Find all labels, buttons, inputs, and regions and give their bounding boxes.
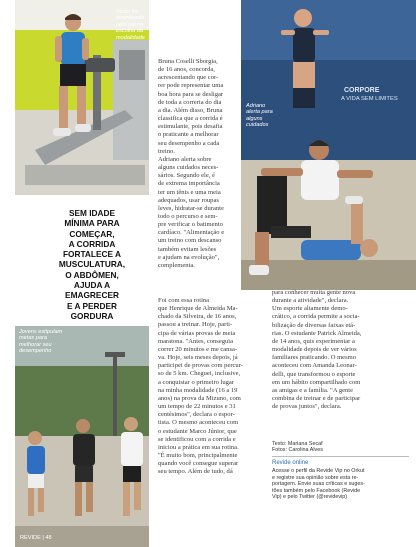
caption-adriano: Adriano alerta para alguns cuidados — [246, 103, 273, 129]
credit-photos: Fotos: Carolina Alves — [272, 447, 323, 453]
caption-group: Jovens estipulam metas para melhorar seu desempenho — [19, 329, 63, 355]
pull-quote: SEM IDADE MÍNIMA PARA COMEÇAR, A CORRIDA FORTALECE A MUSCULATURA, O ABDÔMEN, AJUDA A EMAGRECER E A PERDER GORDURA — [58, 208, 126, 321]
sidebar-body: Acesse o perfil da Revide Vip no Orkut e registre sua opinião sobre esta re- portagem. Envie suas críticas e suges- tões também pelo Facebook (Revide Vip) e pelo Twitter (@revidevip) — [272, 468, 365, 501]
folio: REVIDE | 48 — [20, 535, 52, 541]
poster-slogan: A VIDA SEM LIMITES — [341, 96, 398, 102]
article-column-3: para conhecer muita gente nova durante a atividade", declara. Um esporte altamente demo- crático, a corrida permite a socia- bilização de diversas faixas etá- rias. O estudante Patrick Almeida, de 14 anos, quis experimentar a modalidade depois de ver vários familiares praticando. O mesmo aconteceu com Amanda Leonar- delli, que transformou o esporte em um hábito compartilhado com as amigas e a família. "A gente combina de treinar e de participar de provas juntos", declara. — [272, 289, 362, 411]
article-column-1: Bruna Coselli Sborgia, de 16 anos, concorda, acrescentando que cor- rer pode representar uma boa hora para se desligar de toda a correria do dia a dia. Além disso, Bruna classifica que a corrida é estimulante, pois desafia o praticante a melhorar seu desempenho a cada treino. Adriano alerta sobre alguns cuidados neces- sários. Segundo ele, é de extrema importância ter um tênis e uma meia adequados, usar roupas leves, hidratar-se durante todo o percurso e sem- pre verificar o batimento cardíaco. "Alimentação e um treino com descanso também evitam lesões e ajudam na evolução", complementa. — [158, 58, 225, 269]
stretching-scene — [241, 0, 416, 290]
poster-brand: CORPORE — [344, 87, 380, 94]
sidebar-title: Revide online — [272, 460, 309, 466]
photo-treadmill — [15, 0, 149, 195]
photo-group — [15, 326, 149, 547]
sidebar-divider — [272, 456, 409, 457]
caption-treadmill: Victor foi incentivado pelo pai na escolha da modalidade — [116, 9, 145, 41]
article-column-2: Foi com essa rotina que Henrique de Almeida Ma- chado da Silveira, de 16 anos, passou a treinar. Hoje, parti- cipa de várias provas de meia maratona. "Antes, conseguia correr 20 minutos e me cansa- va. Hoje, seis meses depois, já participei de provas com percur- so de 5 km. Cheguei, inclusive, a conquistar o primeiro lugar na minha modalidade (16 a 19 anos) na prova da Mizuno, com um tempo de 22 minutos e 31 centésimos", declara o espor- tista. O mesmo aconteceu com o estudante Marco Júnior, que se identificou com a corrida e iniciou a prática em sua rotina. "É muito bom, principalmente quando você consegue superar seu tempo. Além de tudo, dá — [158, 297, 243, 476]
photo-stretching — [241, 0, 416, 290]
credit-text: Texto: Mariana Secaf — [272, 441, 323, 447]
group-scene — [15, 326, 149, 547]
